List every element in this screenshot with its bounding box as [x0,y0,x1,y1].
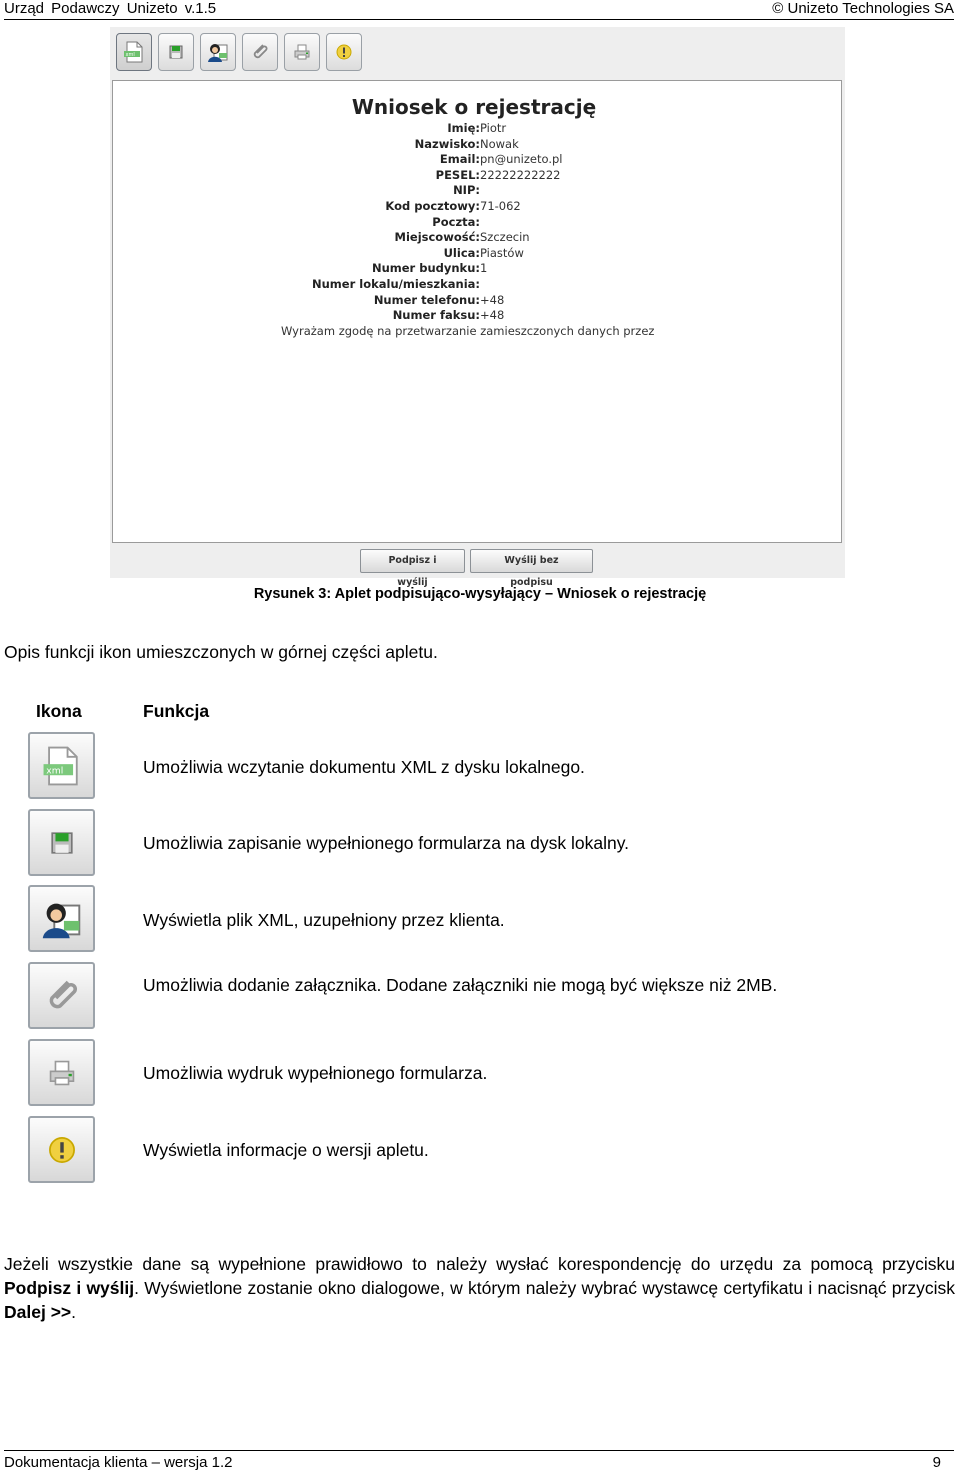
send-without-signature-button[interactable]: Wyślij bez podpisu [470,549,593,573]
view-xml-button[interactable] [200,33,236,71]
form-field-row [113,183,841,199]
form-field-label: Numer faksu: [392,308,480,323]
attachment-icon [40,974,84,1018]
info-icon [43,1131,81,1169]
load-xml-button[interactable] [116,33,152,71]
form-field-label: Nazwisko: [414,136,480,151]
form-field-row [113,308,841,324]
para-text-3: . [71,1302,77,1322]
instruction-paragraph [4,1252,955,1324]
form-field-label: Numer telefonu: [373,292,480,307]
form-title: Wniosek o rejestrację [351,95,597,119]
save-button[interactable] [158,33,194,71]
para-text-2: . Wyświetlone zostanie okno dialogowe, w którym należy wybrać wystawcę certyfikatu i nacisnąć przycisk [134,1278,955,1298]
footer-doc-title: Dokumentacja klienta – wersja 1.2 [4,1454,233,1471]
form-field-row [113,168,841,184]
table-row-text: Umożliwia wczytanie dokumentu XML z dysku lokalnego. [143,757,585,777]
table-row-text: Umożliwia dodanie załącznika. Dodane załączniki nie mogą być większe niż 2MB. [143,975,778,995]
form-field-row [113,137,841,153]
form-field-value: Nowak [480,136,519,151]
form-field-value: Piastów [480,245,524,260]
applet-window [110,27,845,588]
form-field-row [113,215,841,231]
form-field-label: Email: [439,152,480,167]
form-field-label: PESEL: [435,167,480,182]
form-field-row [113,152,841,168]
table-row-text: Umożliwia zapisanie wypełnionego formularza na dysk lokalny. [143,833,630,853]
figure-caption: Rysunek 3: Aplet podpisująco-wysyłający – Wniosek o rejestrację [253,586,707,602]
table-row-icon [28,1039,95,1106]
load-xml-icon [121,39,147,65]
form-consent-text: Wyrażam zgodę na przetwarzanie zamieszczonych danych przez [281,323,655,338]
info-icon [333,41,355,63]
para-bold-next: Dalej >> [4,1302,72,1322]
form-field-label: Imię: [447,121,480,135]
svg-text:xml: xml [45,764,63,776]
form-field-label: NIP: [453,183,480,198]
print-button[interactable] [284,33,320,71]
header-title: Urząd Podawczy Unizeto v.1.5 [4,0,217,17]
form-field-row [113,230,841,246]
form-field-row [113,277,841,293]
table-row-text: Umożliwia wydruk wypełnionego formularza. [143,1063,488,1083]
form-field-label: Kod pocztowy: [385,198,480,213]
form-field-row [113,261,841,277]
print-icon [291,41,313,63]
form-field-label: Numer budynku: [371,261,480,276]
table-row-text: Wyświetla plik XML, uzupełniony przez klienta. [143,910,505,930]
attachment-icon [249,41,271,63]
table-row-icon [28,809,95,876]
load-xml-icon [38,742,86,790]
form-field-label: Ulica: [443,245,480,260]
form-field-row [113,199,841,215]
applet-action-buttons [360,549,593,588]
sign-and-send-button[interactable]: Podpisz i wyślij [360,549,465,573]
form-field-row [113,246,841,262]
table-header-icon: Ikona [36,701,82,721]
table-header-function: Funkcja [143,701,210,721]
print-icon [44,1055,80,1091]
form-field-value: Piotr [480,121,507,135]
save-icon [165,41,187,63]
table-row-text: Wyświetla informacje o wersji apletu. [143,1140,429,1160]
form-field-row [113,121,841,137]
form-field-value: pn@unizeto.pl [480,152,563,167]
form-preview-panel [112,80,842,543]
view-xml-icon [205,39,231,65]
para-bold-sign-send: Podpisz i wyślij [4,1278,135,1298]
form-field-value: 1 [480,261,488,276]
form-field-value: Szczecin [480,230,530,245]
page-header [4,0,954,20]
info-button[interactable] [326,33,362,71]
table-row-icon [28,962,95,1029]
table-row-icon [28,732,95,799]
intro-text: Opis funkcji ikon umieszczonych w górnej części apletu. [4,642,438,662]
form-field-value: 22222222222 [480,167,561,182]
applet-toolbar [116,33,362,73]
form-field-label: Numer lokalu/mieszkania: [311,276,480,291]
form-field-label: Miejscowość: [394,230,480,245]
attachment-button[interactable] [242,33,278,71]
page-footer [4,1450,954,1471]
svg-text:xml: xml [125,52,135,58]
page-number: 9 [932,1454,941,1471]
form-fields [113,121,841,339]
form-field-value: +48 [480,308,505,323]
view-xml-icon [37,894,87,944]
table-row-icon [28,885,95,952]
form-field-value: +48 [480,292,505,307]
para-text-1: Jeżeli wszystkie dane są wypełnione prawidłowo to należy wysłać korespondencję do urzędu za pomocą przycisku [4,1254,955,1274]
header-copyright: © Unizeto Technologies SA [772,0,954,17]
save-icon [44,825,80,861]
form-field-label: Poczta: [432,214,480,229]
form-field-row [113,293,841,309]
table-row-icon [28,1116,95,1183]
form-field-value: 71-062 [480,198,521,213]
